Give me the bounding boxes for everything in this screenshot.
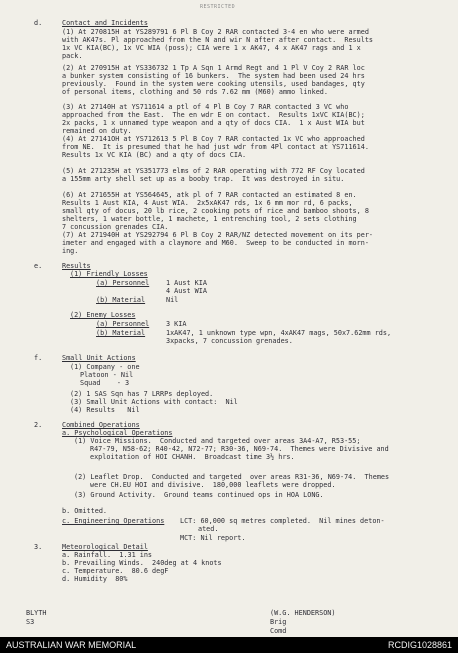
text-line: ing. <box>62 247 79 255</box>
archive-footer <box>0 637 458 653</box>
text-line: from NE. It is presumed that he had just wdr from 4Pl contact at YS711614. <box>62 143 369 151</box>
text-line: Squad - 3 <box>80 379 130 387</box>
text-line: b. Prevailing Winds. 240deg at 4 knots <box>62 559 222 567</box>
text-line: Combined Operations <box>62 421 140 429</box>
text-line: MCT: Nil report. <box>180 534 246 542</box>
text-line: (a) Personnel <box>96 320 150 328</box>
text-line: R47-79, N58-62; R40-42, N72-77; R30-36, N69-74. Themes were Divisive and <box>90 445 389 453</box>
text-line: 4 Aust WIA <box>166 287 207 295</box>
text-line: (2) Leaflet Drop. Conducted and targeted over areas R31-36, N69-74. Themes <box>74 473 390 481</box>
text-line: (4) At 27141OH at YS712613 5 Pl B Coy 7 RAR contacted 1x VC who approached <box>62 135 365 143</box>
text-line: ated. <box>198 525 219 533</box>
text-line: small qty of docus, 20 lb rice, 2 cooking pots of rice and bamboo shoots, 8 <box>62 207 369 215</box>
text-line: 1 Aust KIA <box>166 279 207 287</box>
text-line: Results 1x VC KIA (BC) and a qty of docs CIA. <box>62 151 247 159</box>
text-line: (b) Material <box>96 329 146 337</box>
text-line: (7) At 271940H at YS292794 6 Pl B Coy 2 RAR/NZ detected movement on its per- <box>62 231 373 239</box>
text-line: 7 concussion grenades CIA. <box>62 223 169 231</box>
text-line: 1x VC KIA(BC), 1x VC WIA (poss); CIA were 1 x AK47, 4 x AK47 rags and 1 x <box>62 44 361 52</box>
text-line: c. Temperature. 80.6 degF <box>62 567 169 575</box>
text-line: d. Humidity 80% <box>62 575 128 583</box>
text-line: S3 <box>26 618 35 626</box>
text-line: 3. <box>34 543 43 551</box>
text-line: a. Psychological Operations <box>62 429 173 437</box>
text-line: (1) Company - one <box>70 363 140 371</box>
text-line: 2x packs, 1 x unnamed type weapon and a qty of docs CIA. 1 x Aust WIA but <box>62 119 365 127</box>
text-line: remained on duty. <box>62 127 132 135</box>
text-line: b. Omitted. <box>62 507 108 515</box>
text-line: approached from the East. The en wdr E on contact. Results 1xVC KIA(BC); <box>62 111 365 119</box>
text-line: BLYTH <box>26 609 47 617</box>
text-line: imeter and engaged with a claymore and M60. Sweep to be conducted in morn- <box>62 239 369 247</box>
text-line: (1) At 270815H at YS289791 6 Pl B Coy 2 RAR contacted 3-4 en who were armed <box>62 28 369 36</box>
text-line: (3) Ground Activity. Ground teams continued ops in HOA LONG. <box>74 491 324 499</box>
text-line: (1) Voice Missions. Conducted and targeted over areas 3A4-A7, R53-55; <box>74 437 361 445</box>
classification-stamp: RESTRICTED <box>200 4 236 10</box>
text-line: Small Unit Actions <box>62 354 136 362</box>
text-line: (5) At 271235H at YS351773 elms of 2 RAR operating with 772 RF Coy located <box>62 167 365 175</box>
text-line: were CH.EU HOI and divisive. 180,000 leaflets were dropped. <box>90 481 336 489</box>
text-line: (b) Material <box>96 296 146 304</box>
text-line: (a) Personnel <box>96 279 150 287</box>
text-line: Platoon - Nil <box>80 371 134 379</box>
text-line: Contact and Incidents <box>62 19 148 27</box>
text-line: a bunker system consisting of 16 bunkers. The system had been used 24 hrs <box>62 72 365 80</box>
text-line: (2) 1 SAS Sqn has 7 LRRPs deployed. <box>70 390 214 398</box>
footer-record-id: RCDIG1028861 <box>387 640 452 650</box>
text-line: Meteorological Detail <box>62 543 148 551</box>
text-line: LCT: 60,000 sq metres completed. Nil mines deton- <box>180 517 385 525</box>
text-line: previously. Found in the system were cooking utensils, used bandages, qty <box>62 80 365 88</box>
text-line: (4) Results Nil <box>70 406 140 414</box>
text-line: with AK47s. Pl approached from the N and wir N after after contact. Results <box>62 36 373 44</box>
text-line: Results <box>62 262 91 270</box>
text-line: a. Rainfall. 1.31 ins <box>62 551 153 559</box>
text-line: (6) At 271655H at YS564645, atk pl of 7 RAR contacted an estimated 8 en. <box>62 191 357 199</box>
text-line: 3xpacks, 7 concussion grenades. <box>166 337 293 345</box>
text-line: (W.G. HENDERSON) <box>270 609 336 617</box>
text-line: f. <box>34 354 43 362</box>
text-line: (1) Friendly Losses <box>70 270 148 278</box>
text-line: d. <box>34 19 43 27</box>
text-line: Brig <box>270 618 287 626</box>
text-line: a 155mm arty shell set up as a booby trap. It was destroyed in situ. <box>62 175 345 183</box>
text-line: pack. <box>62 52 83 60</box>
text-line: 1xAK47, 1 unknown type wpn, 4xAK47 mags, 50x7.62mm rds, <box>166 329 392 337</box>
text-line: Comd <box>270 627 287 635</box>
text-line: 2. <box>34 421 43 429</box>
text-line: (3) At 27140H at YS711614 a ptl of 4 Pl B Coy 7 RAR contacted 3 VC who <box>62 103 349 111</box>
text-line: Results 1 Aust KIA, 4 Aust WIA. 2x5xAK47 rds, 1x 6 mm mor rd, 6 packs, <box>62 199 353 207</box>
text-line: (2) At 270915H at YS336732 1 Tp A Sqn 1 Armd Regt and 1 Pl V Coy 2 RAR loc <box>62 64 365 72</box>
text-line: exploitation of HOI CHANH. Broadcast time 3½ hrs. <box>90 453 295 461</box>
text-line: shelters, 1 water bottle, 1 machete, 1 entrenching tool, 2 sets clothing <box>62 215 357 223</box>
text-line: of personal items, clothing and 50 rds 7.62 mm (M60) ammo linked. <box>62 88 328 96</box>
footer-institution: AUSTRALIAN WAR MEMORIAL <box>6 640 137 650</box>
text-line: c. Engineering Operations <box>62 517 165 525</box>
text-line: Nil <box>166 296 179 304</box>
text-line: 3 KIA <box>166 320 187 328</box>
text-line: (3) Small Unit Actions with contact: Nil <box>70 398 238 406</box>
text-line: e. <box>34 262 43 270</box>
text-line: (2) Enemy Losses <box>70 311 136 319</box>
